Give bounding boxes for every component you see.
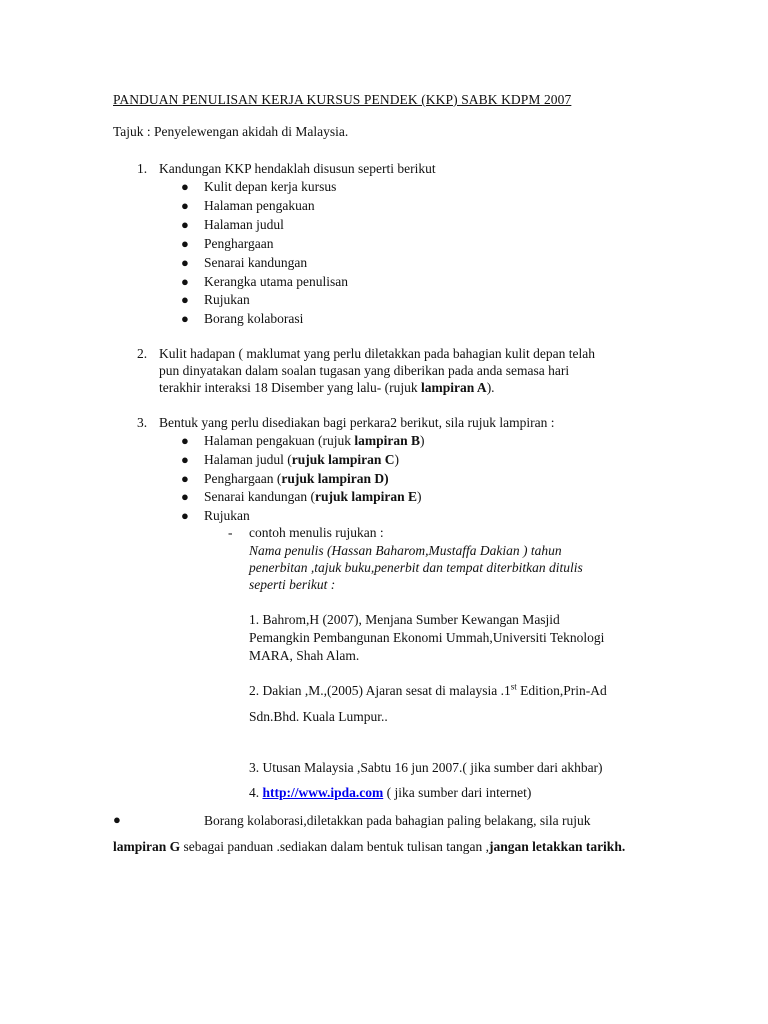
- item-3-bullet-2: Halaman judul (rujuk lampiran C): [204, 452, 400, 467]
- reference-1-line-3: MARA, Shah Alam.: [249, 648, 360, 663]
- item-1-bullet-item: Penghargaan: [204, 235, 274, 251]
- italic-note-line-1: Nama penulis (Hassan Baharom,Mustaffa Dakian ) tahun: [249, 543, 562, 558]
- item-1-bullet-item: Kerangka utama penulisan: [204, 273, 348, 289]
- bullet-icon: ●: [181, 197, 189, 213]
- item-1-bullet-item: Rujukan: [204, 292, 250, 308]
- item-3-bullet-5: Rujukan: [204, 508, 250, 523]
- italic-note-line-3: seperti berikut :: [249, 577, 336, 592]
- bullet-icon: ●: [181, 273, 189, 289]
- item-1-number: 1.: [137, 161, 148, 176]
- bullet-icon: ●: [181, 311, 189, 327]
- bullet-icon: ●: [181, 471, 189, 486]
- reference-2-line-1: 2. Dakian ,M.,(2005) Ajaran sesat di malaysia .1st Edition,Prin-Ad: [249, 681, 607, 698]
- document-title: PANDUAN PENULISAN KERJA KURSUS PENDEK (KKP) SABK KDPM 2007: [113, 92, 572, 107]
- bullet-icon: ●: [181, 452, 189, 467]
- bullet-icon: ●: [181, 179, 189, 194]
- bullet-icon: ●: [181, 216, 189, 232]
- item-2-line-3: terakhir interaksi 18 Disember yang lalu- (rujuk lampiran A).: [159, 380, 495, 395]
- dash-marker: -: [228, 525, 233, 540]
- bullet-icon: ●: [181, 235, 189, 251]
- item-2-line-2: pun dinyatakan dalam soalan tugasan yang diberikan pada anda semasa hari: [159, 363, 570, 378]
- ipda-link[interactable]: http://www.ipda.com: [262, 785, 384, 800]
- bullet-icon: ●: [181, 508, 189, 523]
- item-1-text: Kandungan KKP hendaklah disusun seperti berikut: [159, 161, 436, 176]
- item-1-bullet-item: Senarai kandungan: [204, 254, 308, 270]
- contoh-line: contoh menulis rujukan :: [249, 525, 384, 540]
- item-3-text: Bentuk yang perlu disediakan bagi perkara2 berikut, sila rujuk lampiran :: [159, 415, 555, 430]
- reference-3: 3. Utusan Malaysia ,Sabtu 16 jun 2007.( jika sumber dari akhbar): [249, 760, 603, 775]
- item-2-line-1: Kulit hadapan ( maklumat yang perlu diletakkan pada bahagian kulit depan telah: [159, 346, 595, 361]
- item-2-number: 2.: [137, 346, 148, 361]
- final-line-2: lampiran G sebagai panduan .sediakan dalam bentuk tulisan tangan ,jangan letakkan tarikh.: [113, 839, 626, 854]
- item-1-bullet-item: Kulit depan kerja kursus: [204, 179, 337, 194]
- reference-1-line-2: Pemangkin Pembangunan Ekonomi Ummah,Universiti Teknologi: [249, 630, 605, 645]
- reference-2-line-2: Sdn.Bhd. Kuala Lumpur..: [249, 709, 388, 724]
- item-1-bullet-item: Halaman judul: [204, 216, 284, 232]
- item-1-bullet-item: Halaman pengakuan: [204, 197, 315, 213]
- bullet-icon: ●: [181, 489, 189, 504]
- tajuk-line: Tajuk : Penyelewengan akidah di Malaysia.: [113, 124, 349, 139]
- bullet-icon: ●: [181, 292, 189, 308]
- item-3-number: 3.: [137, 415, 148, 430]
- item-1-bullet-item: Borang kolaborasi: [204, 311, 304, 327]
- final-line-1: Borang kolaborasi,diletakkan pada bahagian paling belakang, sila rujuk: [204, 813, 591, 828]
- item-3-bullet-1: Halaman pengakuan (rujuk lampiran B): [204, 433, 425, 448]
- bullet-icon: ●: [113, 812, 121, 827]
- item-3-bullet-3: Penghargaan (rujuk lampiran D): [204, 471, 389, 486]
- bullet-icon: ●: [181, 254, 189, 270]
- reference-4: 4. http://www.ipda.com ( jika sumber dari internet): [249, 785, 532, 800]
- bullet-icon: ●: [181, 433, 189, 448]
- italic-note-line-2: penerbitan ,tajuk buku,penerbit dan tempat diterbitkan ditulis: [249, 560, 583, 575]
- item-3-bullet-4: Senarai kandungan (rujuk lampiran E): [204, 489, 422, 504]
- reference-1-line-1: 1. Bahrom,H (2007), Menjana Sumber Kewangan Masjid: [249, 612, 560, 627]
